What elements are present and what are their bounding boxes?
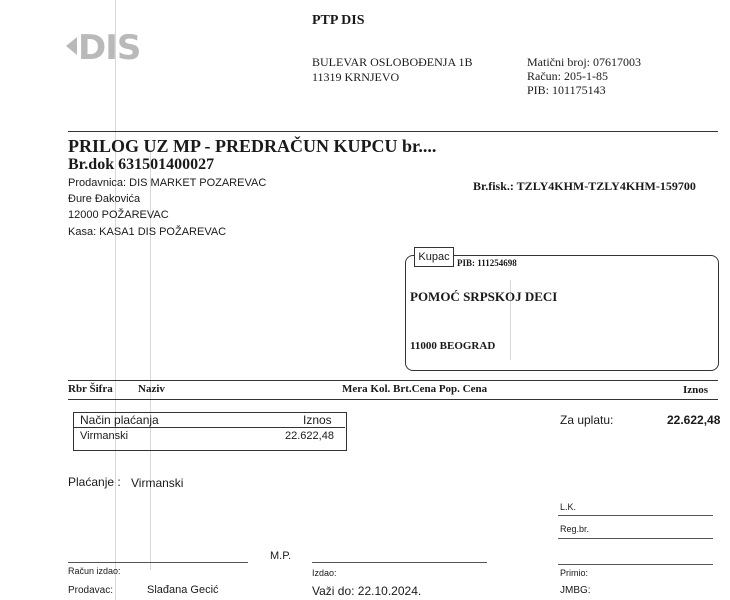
document-title: PRILOG UZ MP - PREDRAČUN KUPCU br....	[68, 136, 437, 156]
signature-line-primio	[558, 564, 713, 565]
payment-amount-header: Iznos	[303, 413, 332, 427]
customer-box	[405, 255, 719, 371]
lk-label: L.K.	[560, 502, 577, 512]
customer-name: POMOĆ SRPSKOJ DECI	[410, 289, 558, 304]
company-address-line2: 11319 KRNJEVO	[312, 70, 400, 84]
columns-bottom-rule	[68, 399, 718, 400]
payment-amount-value: 22.622,48	[285, 430, 334, 442]
column-naziv: Naziv	[138, 383, 165, 395]
izdao-label: Izdao:	[312, 568, 337, 578]
prodavac-label: Prodavac:	[68, 585, 114, 596]
store-name: Prodavnica: DIS MARKET POZAREVAC	[68, 177, 267, 189]
fiscal-number: Br.fisk.: TZLY4KHM-TZLY4KHM-159700	[473, 179, 696, 193]
mp-label: M.P.	[270, 550, 292, 562]
racun-izdao-label: Račun izdao:	[68, 566, 121, 576]
header-divider	[68, 131, 718, 132]
company-name: PTP DIS	[312, 13, 365, 28]
placanje-label: Plaćanje :	[68, 475, 121, 489]
regbr-label: Reg.br.	[560, 524, 590, 534]
scan-line	[115, 0, 116, 600]
prodavac-name: Slađana Gecić	[147, 584, 219, 596]
payment-method-value: Virmanski	[80, 430, 129, 442]
customer-tab-label: Kupac	[414, 247, 454, 267]
store-city: 12000 POŽAREVAC	[68, 209, 169, 221]
column-iznos: Iznos	[683, 384, 709, 396]
maticni-broj: Matični broj: 07617003	[527, 55, 641, 69]
regbr-line	[558, 538, 713, 539]
placanje-value: Virmanski	[131, 476, 184, 490]
customer-city: 11000 BEOGRAD	[410, 340, 496, 352]
column-mera-kol-cena: Mera Kol. Brt.Cena Pop. Cena	[342, 383, 488, 395]
payment-method-header: Način plaćanja	[80, 413, 159, 427]
primio-label: Primio:	[560, 568, 589, 578]
column-rbr-sifra: Rbr Šifra	[68, 383, 113, 395]
vazi-do: Važi do: 22.10.2024.	[312, 584, 422, 598]
za-uplatu-label: Za uplatu:	[560, 413, 614, 427]
columns-top-rule	[68, 380, 718, 381]
store-street: Đure Đakovića	[68, 193, 141, 205]
payment-table-divider	[73, 427, 345, 428]
jmbg-label: JMBG:	[560, 585, 591, 596]
signature-line-issuer	[68, 562, 248, 563]
pib-number: PIB: 101175143	[527, 83, 606, 97]
logo-mark-icon	[66, 37, 77, 55]
za-uplatu-amount: 22.622,48	[667, 413, 721, 427]
document-number: Br.dok 631501400027	[68, 156, 215, 173]
cash-register: Kasa: KASA1 DIS POŽAREVAC	[68, 226, 227, 238]
racun-number: Račun: 205-1-85	[527, 69, 608, 83]
lk-line	[558, 515, 713, 516]
customer-pib: PIB: 111254698	[457, 258, 517, 268]
signature-line-izdao	[312, 562, 487, 563]
company-address-line1: BULEVAR OSLOBOĐENJA 1B	[312, 55, 473, 69]
company-logo: DIS	[78, 28, 141, 68]
